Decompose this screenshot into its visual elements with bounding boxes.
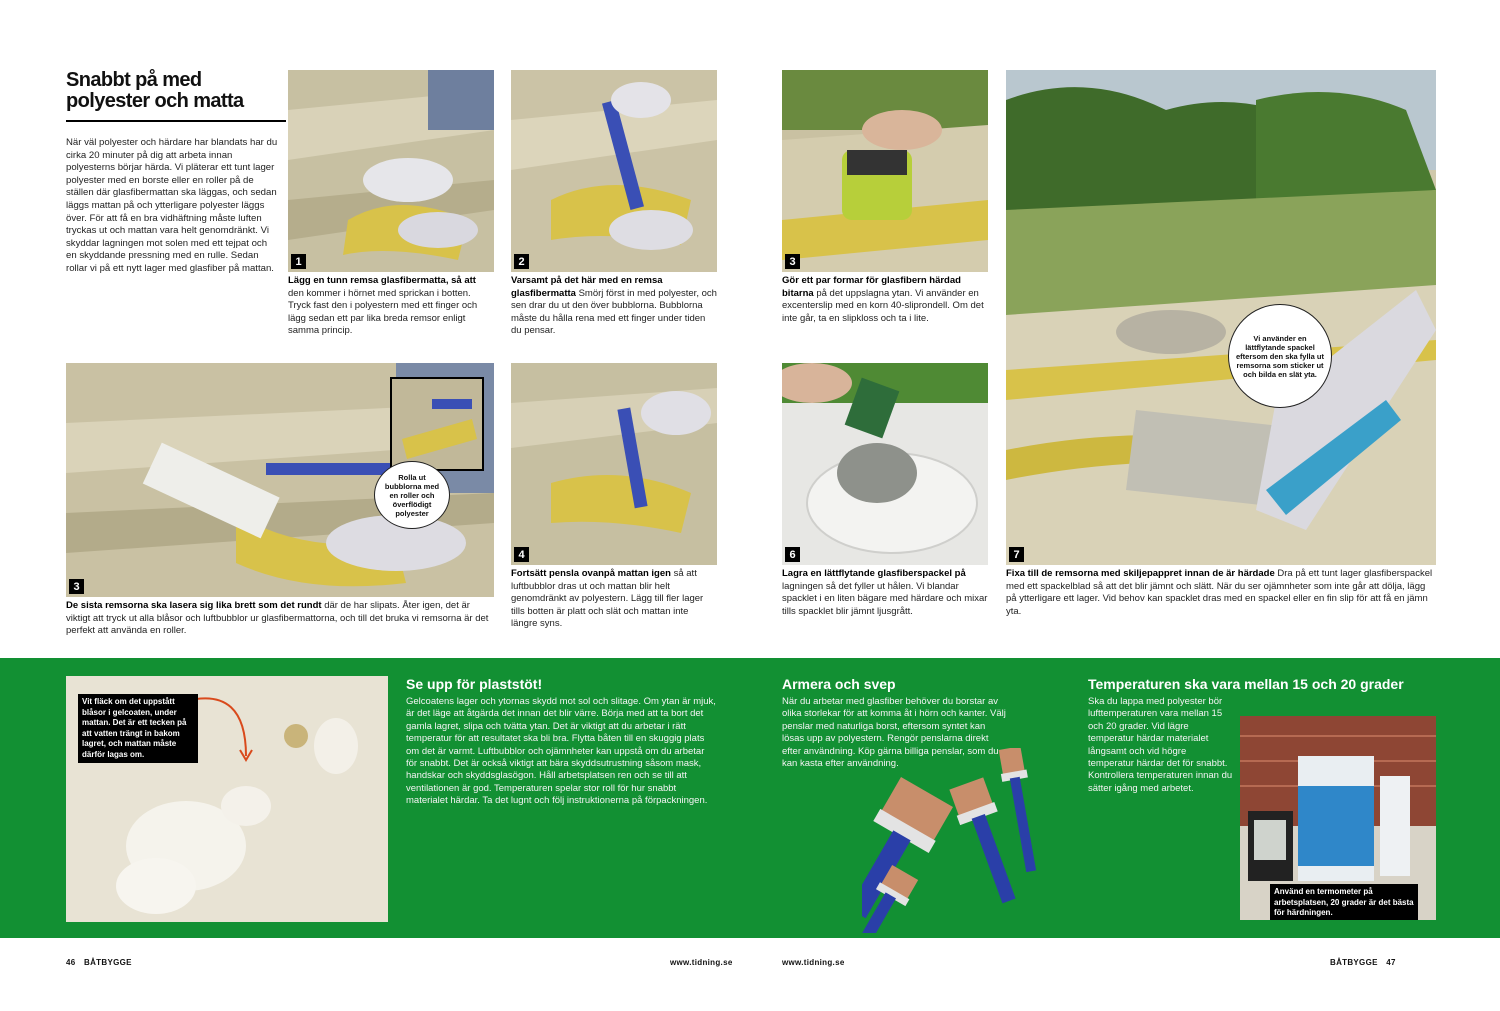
- step-3b-caption-text: där de har slipats. Åter igen, det är viktigt att tryck ut alla blåsor och luftbubblor ur glasfibermattorna, och till det bruka vi remsorna är det perfekt att använda en roller.: [66, 600, 489, 637]
- step-1-caption-text: den kommer i hörnet med sprickan i botten. Tryck fast den i polyestern med ett finger och lägg sedan ett par lika breda remsor enligt samma princip.: [288, 287, 478, 337]
- step-1-caption-bold: Lägg en tunn remsa glasfibermatta, så att: [288, 275, 476, 286]
- article-intro: När väl polyester och härdare har blandats har du cirka 20 minuter på dig att arbeta innan polyesterns börjar härda. Vi pläterar ett tunt lager polyester med en borste eller en roller på de ställen där glasfibermattan ska läggas, och sedan läggs mattan på och ytterligare polyester läggs över. För att få en bra vidhäftning måste luften tryckas ut och mattan vara helt genomdränkt. Vi skyddar lagningen mot solen med ett tejpat och en skyddande pressning med en rulle. Sedan rollar vi på ett nytt lager med glasfiber på mattan.: [66, 137, 278, 274]
- step-6-caption-bold: Lagra en lättflytande glasfiberspackel på: [782, 568, 966, 579]
- brushes-photo: [862, 748, 1062, 933]
- step-2-caption: [511, 275, 717, 338]
- section2-title: Armera och svep: [782, 676, 896, 692]
- step-3-caption: [782, 275, 988, 325]
- step-3-caption-text: på det uppslagna ytan. Vi använder en excenterslip med en korn 40-sliprondell. Om det inte går, ta en slipkloss och ta i lite.: [782, 287, 984, 324]
- step-3-sander-photo: [782, 70, 988, 272]
- step-3-roller-photo: [66, 363, 494, 597]
- step-4-caption-text: så att luftbubblor dras ut och mattan blir helt genomdränkt av polyestern. Lägg till fler lager tills botten är platt och slät och mattan inte längre syns.: [511, 568, 704, 630]
- step-4-caption-bold: Fortsätt pensla ovanpå mattan igen: [511, 568, 671, 579]
- step-3b-number: 3: [69, 579, 84, 594]
- step-2-caption-text: Smörj först in med polyester, och sen drar du ut den över bubblorna. Bubblorna måste du hålla rena med ett finger under tiden du pensar.: [511, 287, 717, 337]
- right-page-number: 47: [1386, 958, 1396, 967]
- left-magazine-name: BÅTBYGGE: [84, 958, 132, 967]
- step-2-number: 2: [514, 254, 529, 269]
- step-6-caption: [782, 568, 988, 618]
- step-6-number: 6: [785, 547, 800, 562]
- step-6-caption-text: lagningen så det fyller ut hålen. Vi blandar spacklet i en liten bägare med härdare och mixar tills spacklet blir jämnt ljusgrått.: [782, 580, 988, 617]
- article-title-line2: polyester och matta: [66, 90, 244, 112]
- step-7-number: 7: [1009, 547, 1024, 562]
- step-7-photo: [1006, 70, 1436, 565]
- step-7-caption-text: Dra på ett tunt lager glasfiberspackel med ett spackelblad så att det blir jämnt och slätt. När du ser ojämnheter som inte går att dölja, lägg på ytterligare ett lager. Vid behov kan spacklet dras med en spackel eller en fin slip för att få en jämn yta.: [1006, 568, 1433, 617]
- step-3-caption-bold: Gör ett par formar för glasfibern härdad bitarna: [782, 275, 961, 299]
- thermometer-photo-note: Använd en termometer på arbetsplatsen, 20 grader är det bästa för härdningen.: [1270, 884, 1418, 920]
- spackel-speech-bubble: Vi använder en lättflytande spackel eftersom den ska fylla ut remsorna som sticker ut och bilda en slät yta.: [1228, 304, 1332, 408]
- section2-text: När du arbetar med glasfiber behöver du borstar av olika storlekar för att komma åt i hörn och kanter. Välj penslar med naturliga borst, eftersom syntet kan lösas upp av polyestern. Rengör penslarna direkt efter användning. Köp gärna billiga penslar, som du kan kasta efter användning.: [782, 696, 1006, 770]
- left-url: www.tidning.se: [670, 958, 733, 967]
- footer-right: [1330, 958, 1396, 967]
- step-7-caption: [1006, 568, 1436, 618]
- article-title-line1: Snabbt på med: [66, 69, 202, 91]
- step-4-caption: [511, 568, 717, 631]
- step-1-caption: [288, 275, 494, 338]
- right-url: www.tidning.se: [782, 958, 845, 967]
- gelcoat-blister-photo: [66, 676, 388, 922]
- step-2-caption-bold: Varsamt på det här med en remsa glasfibermatta: [511, 275, 663, 299]
- thermometer-can-photo: [1240, 716, 1436, 920]
- footer-left: [66, 958, 132, 967]
- step-3b-caption: [66, 600, 494, 638]
- step-6-photo: [782, 363, 988, 565]
- title-rule: [66, 120, 286, 122]
- step-3b-caption-bold: De sista remsorna ska lasera sig lika brett som det rundt: [66, 600, 322, 611]
- roller-speech-bubble: Rolla ut bubblorna med en roller och överflödigt polyester: [374, 461, 450, 529]
- right-magazine-name: BÅTBYGGE: [1330, 958, 1378, 967]
- step-4-photo: [511, 363, 717, 565]
- roller-inset-photo: [390, 377, 484, 471]
- section1-text: Gelcoatens lager och ytornas skydd mot sol och slitage. Om ytan är mjuk, är det läge att åtgärda det innan det blir värre. Börja med att ta bort det gamla lagret, slipa och tvätta ytan. Det är viktigt att du arbetar i rätt temperatur för att resultatet ska bli bra. Flytta båten till en skuggig plats om det är varmt. Luftbubblor och ojämnheter kan uppstå om du arbetar för snabbt. Det är också viktigt att bära skyddsutrustning såsom mask, handskar och skyddsglasögon. Håll arbetsplatsen ren och se till att ventilationen är god. Temperaturen spelar stor roll för hur snabbt materialet härdar. Ta det lugnt och följ instruktionerna på förpackningen.: [406, 696, 716, 807]
- article-title: [66, 70, 288, 112]
- step-4-number: 4: [514, 547, 529, 562]
- step-3-number: 3: [785, 254, 800, 269]
- step-1-number: 1: [291, 254, 306, 269]
- tips-sidebar: [0, 658, 1500, 938]
- section1-title: Se upp för plaststöt!: [406, 676, 543, 692]
- step-2-photo: [511, 70, 717, 272]
- left-page-number: 46: [66, 958, 76, 967]
- step-1-photo: [288, 70, 494, 272]
- section3-title: Temperaturen ska vara mellan 15 och 20 grader: [1088, 676, 1404, 692]
- step-7-caption-bold: Fixa till de remsorna med skiljepappret innan de är härdade: [1006, 568, 1275, 579]
- section3-text: Ska du lappa med polyester bör lufttemperaturen vara mellan 15 och 20 grader. Vid lägre temperatur härdar materialet långsamt och vid högre temperatur härdar det för snabbt. Kontrollera temperaturen innan du sätter igång med arbetet.: [1088, 696, 1233, 794]
- gelcoat-photo-note: Vit fläck om det uppstått blåsor i gelcoaten, under mattan. Det är ett tecken på att vatten trängt in bakom lagret, och mattan måste därför lagas om.: [78, 694, 198, 763]
